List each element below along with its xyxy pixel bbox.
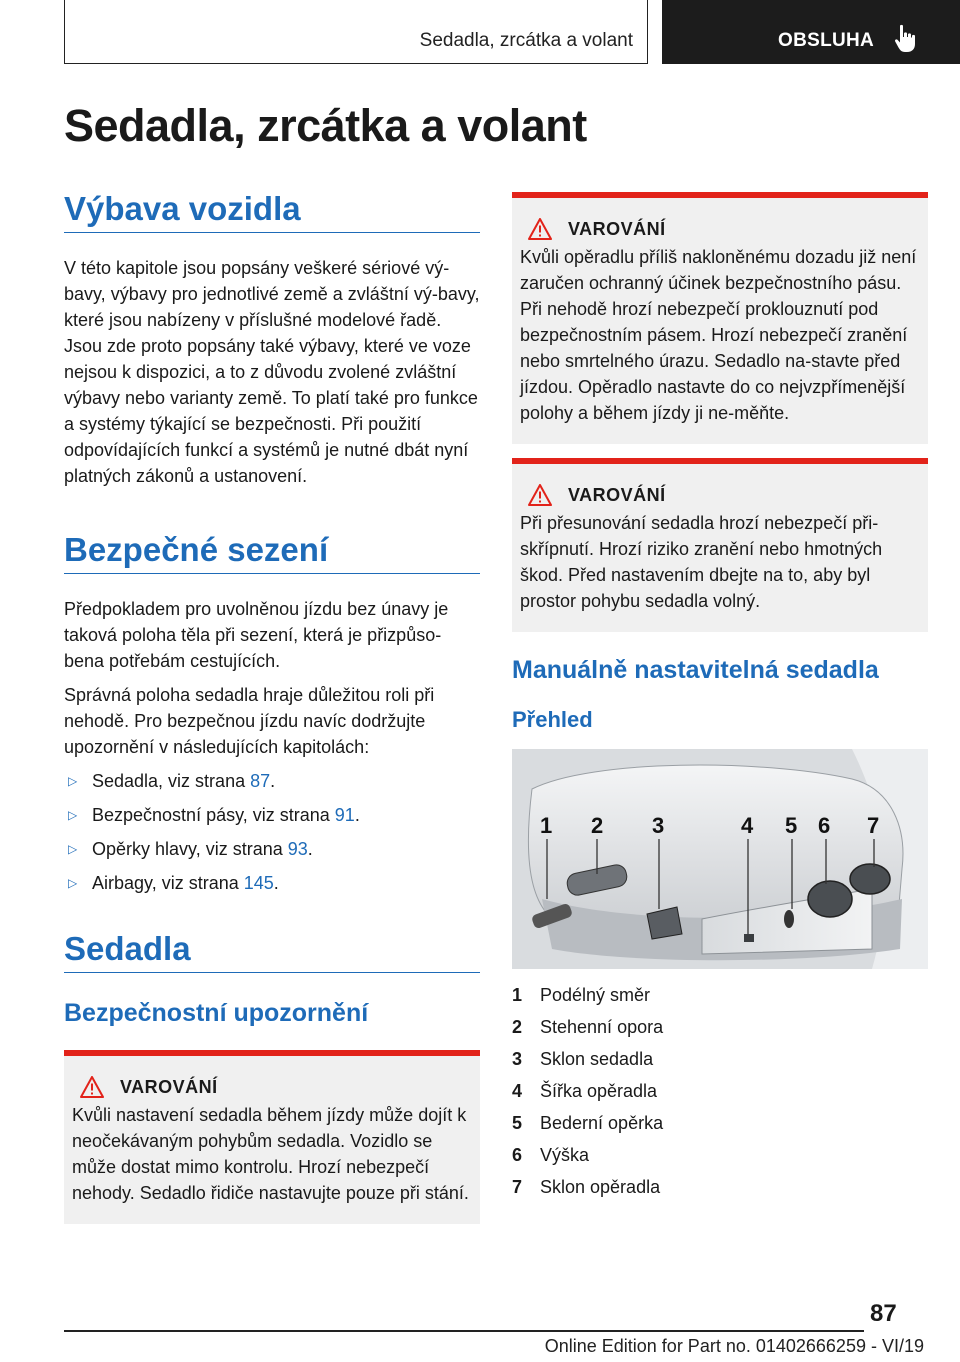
figure-callout-7: 7 xyxy=(867,813,880,838)
legend-item: 6 Výška xyxy=(512,1145,590,1165)
list-item: ▷ Opěrky hlavy, viz strana 93. xyxy=(64,836,480,862)
triangle-bullet-icon: ▷ xyxy=(68,808,78,822)
legend-item: 4 Šířka opěradla xyxy=(512,1081,658,1101)
warning-label: VAROVÁNÍ xyxy=(568,218,666,239)
warning-triangle-icon xyxy=(528,484,552,506)
triangle-bullet-icon: ▷ xyxy=(68,842,78,856)
triangle-bullet-icon: ▷ xyxy=(68,876,78,890)
warning-box xyxy=(64,1050,480,1224)
header-left-frame xyxy=(64,0,648,64)
header-chapter-tab xyxy=(662,0,960,64)
footer-edition: Online Edition for Part no. 01402666259 - VI/19 xyxy=(544,1336,924,1356)
warning-triangle-icon xyxy=(528,218,552,240)
reference-list xyxy=(64,768,480,896)
sezeni-paragraph-1: Předpokladem pro uvolněnou jízdu bez únavy je taková poloha těla při sezení, která je přizpůso-bena potřebám cestujících. xyxy=(64,599,449,671)
figure-callout-6: 6 xyxy=(818,813,831,838)
figure-callout-2: 2 xyxy=(591,813,604,838)
subsection-title-manualni-sedadla: Manuálně nastavitelná sedadla xyxy=(512,656,879,684)
list-item: ▷ Bezpečnostní pásy, viz strana 91. xyxy=(64,802,480,828)
subsection-title-bezpecnostni-upozorneni: Bezpečnostní upozornění xyxy=(64,999,369,1027)
list-item: ▷ Sedadla, viz strana 87. xyxy=(64,768,480,794)
seat-controls-figure xyxy=(512,749,928,969)
sezeni-paragraph-2: Správná poloha sedadla hraje důležitou roli při nehodě. Pro bezpečnou jízdu navíc dodržujte upozornění v následujících kapitolách: xyxy=(64,685,435,757)
section-title-bezpecne-sezeni: Bezpečné sezení xyxy=(64,531,480,574)
header-section-title: Sedadla, zrcátka a volant xyxy=(419,30,633,51)
seat-illustration xyxy=(512,749,928,969)
vybava-text: V této kapitole jsou popsány veškeré sériové vý-bavy, výbavy pro jednotlivé země a zvláštní vý-bavy, které jsou nabízeny v příslušné modelové řadě. Jsou zde proto popsány také výbavy, které ve voze nejsou k dispozici, a to z důvodu zvolené zvláštní výbavy nebo varianty země. To platí také pro funkce a systémy týkající se bezpečnosti. Při použití odpovídajících funkcí a systémů je nutné dbát nyní platných zákonů a ustanovení. xyxy=(64,258,480,486)
legend-item: 5 Bederní opěrka xyxy=(512,1113,664,1133)
page-title: Sedadla, zrcátka a volant xyxy=(64,100,587,151)
legend-item: 7 Sklon opěradla xyxy=(512,1177,661,1197)
figure-callout-1: 1 xyxy=(540,813,553,838)
figure-callout-4: 4 xyxy=(741,813,754,838)
footer xyxy=(0,1336,924,1357)
warning-text: Kvůli nastavení sedadla během jízdy může dojít k neočekávaným pohybům sedadla. Vozidlo se může dostat mimo kontrolu. Hrozí nebezpečí nehody. Sedadlo řidiče nastavujte pouze při stání. xyxy=(72,1105,469,1203)
page-link[interactable]: 145 xyxy=(243,873,274,893)
hand-pointer-icon xyxy=(894,24,920,54)
figure-callout-5: 5 xyxy=(785,813,798,838)
figure-callout-3: 3 xyxy=(652,813,665,838)
page-number: 87 xyxy=(870,1300,897,1327)
right-column xyxy=(512,192,928,1203)
warning-label: VAROVÁNÍ xyxy=(120,1076,218,1097)
page-link[interactable]: 87 xyxy=(250,771,271,791)
warning-triangle-icon xyxy=(80,1076,104,1098)
left-column xyxy=(64,190,480,1224)
warning-text: Kvůli opěradlu příliš nakloněnému dozadu již není zaručen ochranný účinek bezpečnostního pásu. Při nehodě hrozí nebezpečí proklouznutí pod bezpečnostním pásem. Hrozí nebezpečí zranění nebo smrtelného úrazu. Sedadlo na-stavte před jízdou. Opěradlo nastavte do co nejvzpřímenější polohy a během jízdy ji ne-měňte. xyxy=(520,247,917,423)
legend-item: 3 Sklon sedadla xyxy=(512,1049,654,1069)
header-chapter-label: OBSLUHA xyxy=(778,30,875,51)
legend-item: 1 Podélný směr xyxy=(512,985,651,1005)
list-item: ▷ Airbagy, viz strana 145. xyxy=(64,870,480,896)
section-title-sedadla: Sedadla xyxy=(64,930,480,973)
warning-label: VAROVÁNÍ xyxy=(568,484,666,505)
legend-item: 2 Stehenní opora xyxy=(512,1017,664,1037)
footer-rule xyxy=(64,1330,864,1332)
subsubsection-title-prehled: Přehled xyxy=(512,707,593,732)
warning-box xyxy=(512,458,928,632)
page-link[interactable]: 93 xyxy=(287,839,308,859)
figure-legend xyxy=(512,979,928,1203)
section-title-vybava: Výbava vozidla xyxy=(64,190,480,233)
warning-box xyxy=(512,192,928,444)
warning-text: Při přesunování sedadla hrozí nebezpečí při-skřípnutí. Hrozí riziko zranění nebo hmotných škod. Před nastavením dbejte na to, aby byl prostor pohybu sedadla volný. xyxy=(520,513,883,611)
triangle-bullet-icon: ▷ xyxy=(68,774,78,788)
page-link[interactable]: 91 xyxy=(334,805,355,825)
